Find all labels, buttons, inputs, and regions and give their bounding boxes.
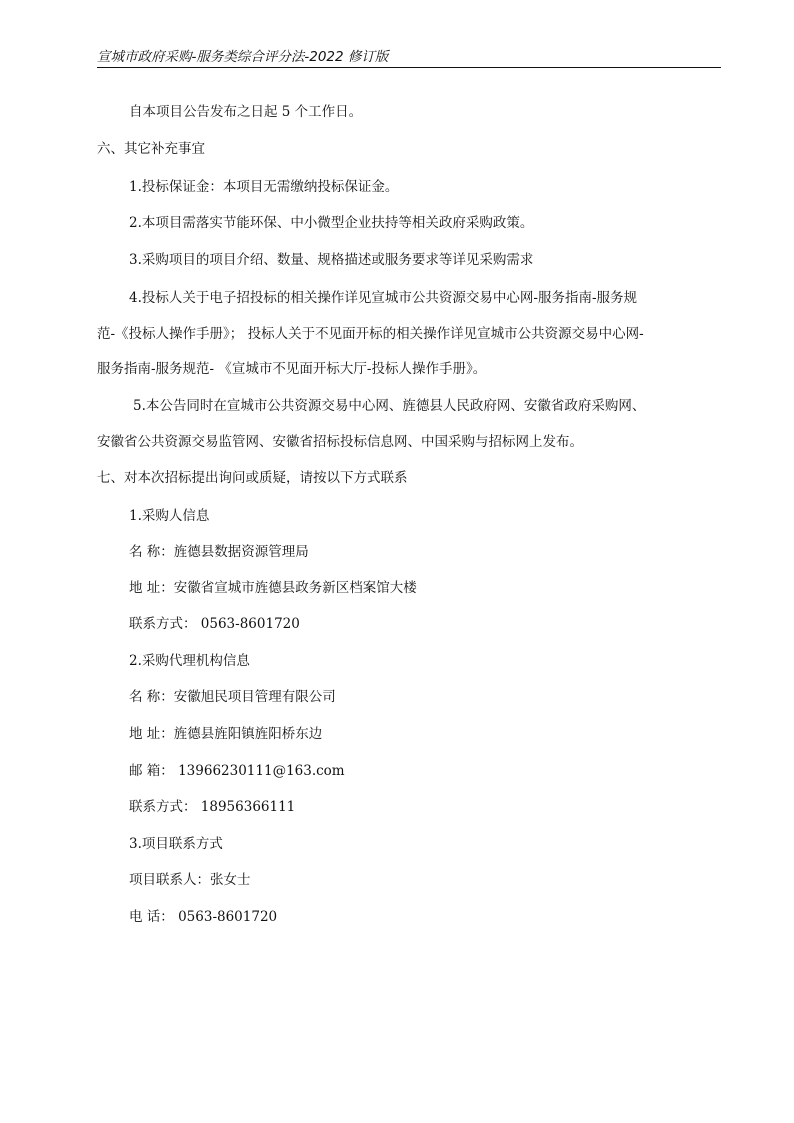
item-5-line-2: 安徽省公共资源交易监管网、安徽省招标投标信息网、中国采购与招标网上发布。 xyxy=(97,434,583,450)
purchaser-name: 名 称：旌德县数据资源管理局 xyxy=(129,544,309,560)
project-contact-heading: 3.项目联系方式 xyxy=(129,836,223,852)
item-4-line-1: 4.投标人关于电子招投标的相关操作详见宣城市公共资源交易中心网-服务指南-服务规 xyxy=(129,290,638,306)
item-2-policy: 2.本项目需落实节能环保、中小微型企业扶持等相关政府采购政策。 xyxy=(129,215,534,231)
item-4-line-2: 范-《投标人操作手册》； 投标人关于不见面开标的相关操作详见宣城市公共资源交易中心网- xyxy=(97,326,644,342)
agency-email: 邮 箱： 13966230111@163.com xyxy=(129,763,345,779)
item-5-line-1: 5.本公告同时在宣城市公共资源交易中心网、旌德县人民政府网、安徽省政府采购网、 xyxy=(133,398,646,414)
purchaser-info-heading: 1.采购人信息 xyxy=(129,508,210,524)
purchaser-phone: 联系方式： 0563-8601720 xyxy=(129,616,300,632)
project-contact-person: 项目联系人：张女士 xyxy=(129,872,251,888)
item-1-deposit: 1.投标保证金：本项目无需缴纳投标保证金。 xyxy=(129,179,399,195)
project-contact-phone: 电 话： 0563-8601720 xyxy=(129,909,278,925)
agency-phone: 联系方式： 18956366111 xyxy=(129,799,296,815)
page-header-title: 宣城市政府采购-服务类综合评分法-2022 修订版 xyxy=(97,49,389,65)
header-divider xyxy=(97,67,721,68)
item-3-requirements: 3.采购项目的项目介绍、数量、规格描述或服务要求等详见采购需求 xyxy=(129,252,534,268)
item-4-line-3: 服务指南-服务规范- 《宣城市不见面开标大厅-投标人操作手册》。 xyxy=(97,361,487,377)
purchaser-address: 地 址：安徽省宣城市旌德县政务新区档案馆大楼 xyxy=(129,580,417,596)
agency-info-heading: 2.采购代理机构信息 xyxy=(129,653,250,669)
agency-address: 地 址：旌德县旌阳镇旌阳桥东边 xyxy=(129,726,323,742)
deadline-line: 自本项目公告发布之日起 5 个工作日。 xyxy=(129,104,363,120)
section-6-heading: 六、其它补充事宜 xyxy=(97,141,205,157)
section-7-heading: 七、对本次招标提出询问或质疑，请按以下方式联系 xyxy=(97,470,408,486)
agency-name: 名 称：安徽旭民项目管理有限公司 xyxy=(129,689,336,705)
